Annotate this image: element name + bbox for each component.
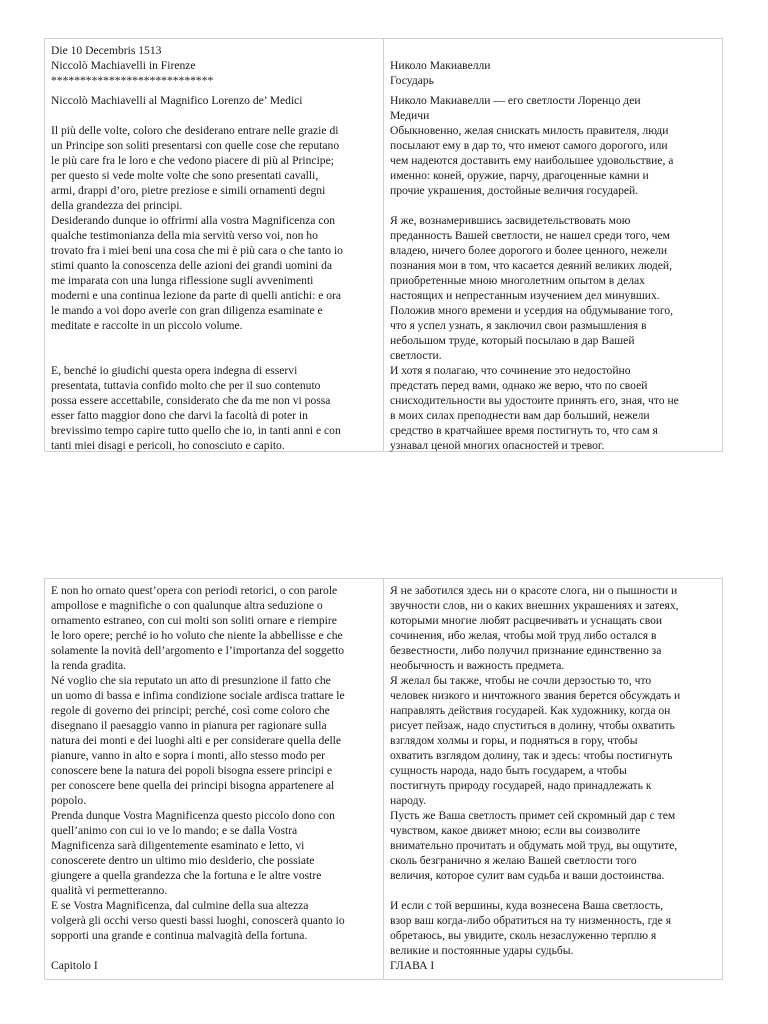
russian-column	[384, 579, 723, 980]
text-line: Il più delle volte, coloro che desiderano entrare nelle grazie di	[51, 124, 339, 137]
text-line: le mando a voi dopo averle con gran diligenza esaminate e	[51, 304, 323, 317]
text-line: чувством, какое движет мною; если вы соизволите	[390, 824, 641, 837]
text-line: великие и постоянные удары судьбы.	[390, 944, 574, 957]
italian-column	[45, 579, 384, 980]
text-line: tanti miei disagi e pericoli, ho conosciuto e capito.	[51, 439, 285, 452]
text-line: Die 10 Decembris 1513	[51, 44, 162, 57]
text-line: trovato fra i miei beni una cosa che mi è più cara o che tanto io	[51, 244, 343, 257]
text-line: предстать перед вами, однако же верю, что по своей	[390, 379, 648, 392]
text-line: которыми многие любят расцвечивать и уснащать свои	[390, 614, 663, 627]
text-line: обретаюсь, вы увидите, сколь незаслуженно терплю я	[390, 929, 657, 942]
text-line: чем надеются доставить ему наибольшее удовольствие, а	[390, 154, 674, 167]
text-line: снисходительности вы удостоите принять его, зная, что не	[390, 394, 679, 407]
text-line: средство в кратчайшее время постигнуть то, что сам я	[390, 424, 658, 437]
text-line: quell’animo con cui io ve lo mando; e se dalla Vostra	[51, 824, 298, 837]
text-line: Государь	[390, 74, 434, 87]
text-line: per questo si vede molte volte che sono presentati cavalli,	[51, 169, 319, 182]
text-line: presentata, tuttavia confido molto che per il suo contenuto	[51, 379, 321, 392]
text-line: рисует пейзаж, надо спуститься в долину, чтобы охватить	[390, 719, 675, 732]
russian-column	[384, 39, 723, 452]
text-line: Пусть же Ваша светлость примет сей скромный дар с тем	[390, 809, 676, 822]
text-line: le più care fra le loro e che vedono piacere di più al Principe;	[51, 154, 334, 167]
text-line: сущность народа, надо быть государем, а чтобы	[390, 764, 627, 777]
text-line: внимательно прочитать и обдумать мой труд, вы ощутите,	[390, 839, 678, 852]
text-line: E non ho ornato quest’opera con periodi retorici, o con parole	[51, 584, 338, 597]
text-line: постигнуть природу государей, надо принадлежать к	[390, 779, 652, 792]
text-line: ampollose e magnifiche o con qualunque altra seduzione o	[51, 599, 323, 612]
text-line: Niccolò Machiavelli in Firenze	[51, 59, 196, 72]
text-line: me imparata con una lunga riflessione sugli avvenimenti	[51, 274, 314, 287]
text-line: la renda gradita.	[51, 659, 126, 672]
text-line: disegnano il paesaggio vanno in pianura per ragionare sulla	[51, 719, 327, 732]
text-line: Медичи	[390, 109, 430, 122]
italian-column	[45, 39, 384, 452]
text-line: regole di governo dei principi; perché, così come coloro che	[51, 704, 330, 717]
text-line: E se Vostra Magnificenza, dal culmine della sua altezza	[51, 899, 309, 912]
text-line: Николо Макиавелли	[390, 59, 491, 72]
text-line: esser fatto maggior dono che darvi la facoltà di poter in	[51, 409, 308, 422]
text-line: ornamento estraneo, con cui molti son soliti ornare e riempire	[51, 614, 337, 627]
text-line: Capitolo I	[51, 959, 98, 972]
text-line: взор ваш когда-либо обратиться на ту низменность, где я	[390, 914, 672, 927]
text-line: сколь безгранично я желаю Вашей светлости того	[390, 854, 637, 867]
text-line: solamente la novità dell’argomento e l’importanza del soggetto	[51, 644, 345, 657]
text-line: brevissimo tempo capire tutto quello che io, in tanti anni e con	[51, 424, 341, 437]
text-line: взглядом холмы и горы, и подняться в гору, чтобы	[390, 734, 638, 747]
text-line: звучности слов, ни о каких внешних украшениях и затеях,	[390, 599, 679, 612]
text-line: Né voglio che sia reputato un atto di presunzione il fatto che	[51, 674, 331, 687]
text-line: необычность и важность предмета.	[390, 659, 565, 672]
text-line: possa essere accettabile, considerato che da me non vi possa	[51, 394, 331, 407]
text-line: giungere a quella grandezza che la fortuna e le altre vostre	[51, 869, 322, 882]
text-line: conoscere bene la natura dei popoli bisogna essere principi e	[51, 764, 333, 777]
text-line: именно: коней, оружие, парчу, драгоценные камни и	[390, 169, 649, 182]
page-2-table	[44, 578, 723, 980]
text-line: pianure, vanno in alto e sopra i monti, allo stesso modo per	[51, 749, 326, 762]
text-line: охватить взглядом долину, так и здесь: чтобы постигнуть	[390, 749, 673, 762]
text-line: человек низкого и ничтожного звания берется обсуждать и	[390, 689, 681, 702]
text-line: ГЛАВА I	[390, 959, 435, 972]
text-line: della grandezza dei principi.	[51, 199, 183, 212]
text-line: ****************************	[51, 74, 214, 87]
text-line: направлять действия государей. Как художнику, когда он	[390, 704, 671, 717]
text-line: безвестности, либо получил признание единственно за	[390, 644, 662, 657]
text-line: stimi quanto la conoscenza delle azioni dei grandi uomini da	[51, 259, 333, 272]
page-1-table	[44, 38, 723, 452]
text-line: volgerà gli occhi verso questi bassi luoghi, conoscerà quanto io	[51, 914, 345, 927]
text-line: Я желал бы также, чтобы не сочли дерзостью то, что	[390, 674, 652, 687]
text-line: natura dei monti e dei luoghi alti e per considerare quella delle	[51, 734, 342, 747]
text-line: Prenda dunque Vostra Magnificenza questo piccolo dono con	[51, 809, 335, 822]
text-line: popolo.	[51, 794, 87, 807]
text-line: Положив много времени и усердия на обдумывание того,	[390, 304, 674, 317]
text-line: Я же, вознамерившись засвидетельствовать мою	[390, 214, 631, 227]
text-line: sopporti una grande e continua malvagità della fortuna.	[51, 929, 308, 942]
text-line: E, benché io giudichi questa opera indegna di esservi	[51, 364, 298, 377]
text-line: народу.	[390, 794, 427, 807]
text-line: познания мои в том, что касается деяний великих людей,	[390, 259, 672, 272]
text-line: Magnificenza sarà diligentemente esaminato e letto, vi	[51, 839, 305, 852]
text-line: в моих силах преподнести вам дар больший, нежели	[390, 409, 650, 422]
text-line: приобретенные мною многолетним опытом в делах	[390, 274, 645, 287]
text-line: Обыкновенно, желая снискать милость правителя, люди	[390, 124, 669, 137]
text-line: настоящих и непрестанным изучением дел минувших.	[390, 289, 660, 302]
text-line: небольшом труде, который посылаю в дар Вашей	[390, 334, 635, 347]
text-line: le loro opere; perché io ho voluto che niente la abbellisse e che	[51, 629, 343, 642]
text-line: посылают ему в дар то, что имеют самого дорогого, или	[390, 139, 668, 152]
text-line: сочинения, ибо желая, чтобы мой труд либо остался в	[390, 629, 657, 642]
text-line: per conoscere bene quella dei principi bisogna appartenere al	[51, 779, 335, 792]
text-line: un uomo di bassa e infima condizione sociale ardisca trattare le	[51, 689, 345, 702]
text-line: Я не заботился здесь ни о красоте слога, ни о пышности и	[390, 584, 678, 597]
text-line: прочие украшения, достойные величия государей.	[390, 184, 639, 197]
text-line: qualità vi permetteranno.	[51, 884, 168, 897]
text-line: conoscerete dentro un ultimo mio desiderio, che possiate	[51, 854, 315, 867]
text-line: Desiderando dunque io offrirmi alla vostra Magnificenza con	[51, 214, 336, 227]
text-line: преданность Вашей светлости, не нашел среди того, чем	[390, 229, 670, 242]
text-line: Niccolò Machiavelli al Magnifico Lorenzo de’ Medici	[51, 94, 303, 107]
text-line: un Principe son soliti presentarsi con quelle cose che reputano	[51, 139, 340, 152]
text-line: meditate e raccolte in un piccolo volume.	[51, 319, 243, 332]
text-line: moderni e una continua lezione da parte di quelli antichi: e ora	[51, 289, 342, 302]
text-line: И если с той вершины, куда вознесена Ваша светлость,	[390, 899, 664, 912]
text-line: И хотя я полагаю, что сочинение это недостойно	[390, 364, 631, 377]
text-line: владею, ничего более дорогого и более ценного, нежели	[390, 244, 668, 257]
text-line: armi, drappi d’oro, pietre preziose e simili ornamenti degni	[51, 184, 326, 197]
text-line: величия, которое сулит вам судьба и ваши достоинства.	[390, 869, 665, 882]
text-line: qualche testimonianza della mia servitù verso voi, non ho	[51, 229, 318, 242]
text-line: что я успел узнать, я заключил свои размышления в	[390, 319, 647, 332]
text-line: Николо Макиавелли — его светлости Лоренцо деи	[390, 94, 641, 107]
text-line: светлости.	[390, 349, 442, 362]
text-line: узнавал ценой многих опасностей и тревог.	[390, 439, 605, 452]
